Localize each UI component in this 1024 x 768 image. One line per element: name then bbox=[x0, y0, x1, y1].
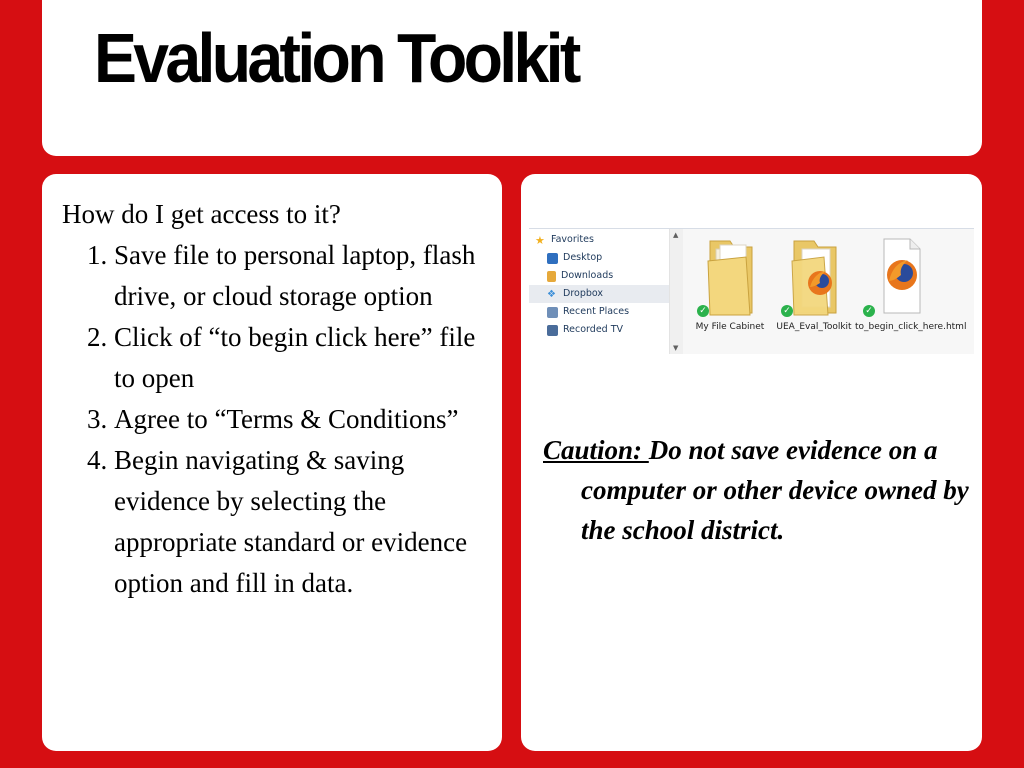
desktop-icon bbox=[547, 253, 558, 264]
step-item: 3. Agree to “Terms & Conditions” bbox=[114, 399, 484, 440]
step-item: 1. Save file to personal laptop, flash drive, or cloud storage option bbox=[114, 235, 484, 317]
caution-note bbox=[543, 430, 1001, 550]
nav-item-recent-places[interactable] bbox=[529, 303, 687, 321]
recorded-tv-icon bbox=[547, 325, 558, 336]
nav-item-desktop[interactable] bbox=[529, 249, 687, 267]
scroll-down-icon[interactable]: ▼ bbox=[673, 344, 679, 352]
step-item: 2. Click of “to begin click here” file to open bbox=[114, 317, 484, 399]
nav-item-label: Desktop bbox=[563, 252, 603, 263]
nav-item-recorded-tv[interactable] bbox=[529, 321, 687, 339]
access-question: How do I get access to it? bbox=[62, 199, 341, 229]
nav-item-favorites[interactable] bbox=[529, 231, 675, 249]
dropbox-icon: ❖ bbox=[547, 288, 556, 300]
navigation-pane bbox=[529, 229, 669, 354]
nav-item-label: Recorded TV bbox=[563, 324, 624, 335]
instructions-panel bbox=[42, 174, 502, 751]
sync-check-icon: ✓ bbox=[781, 305, 793, 317]
navigation-scrollbar[interactable] bbox=[669, 229, 683, 354]
caution-text: Do not save evidence on a computer or other device owned by the school district. bbox=[581, 435, 969, 545]
file-label: UEA_Eval_Toolkit bbox=[776, 322, 852, 332]
file-explorer-screenshot bbox=[529, 228, 974, 354]
sync-check-icon: ✓ bbox=[697, 305, 709, 317]
firefox-file-icon bbox=[870, 231, 930, 321]
recent-places-icon bbox=[547, 307, 558, 318]
file-label: My File Cabinet bbox=[695, 322, 765, 332]
page-title: Evaluation Toolkit bbox=[94, 19, 578, 97]
steps-list bbox=[62, 235, 484, 604]
downloads-icon bbox=[547, 271, 556, 282]
nav-item-label: Downloads bbox=[561, 270, 614, 281]
step-item: 4. Begin navigating & saving evidence by selecting the appropriate standard or evidence option and fill in data. bbox=[114, 440, 484, 604]
title-panel bbox=[42, 0, 982, 156]
nav-item-label: Recent Places bbox=[563, 306, 630, 317]
folder-icon bbox=[700, 231, 760, 321]
file-label: to_begin_click_here.html bbox=[855, 322, 967, 332]
folder-firefox-icon bbox=[784, 231, 844, 321]
nav-item-label: Dropbox bbox=[563, 288, 604, 299]
nav-item-label: Favorites bbox=[551, 234, 594, 245]
screenshot-panel bbox=[521, 174, 982, 751]
nav-item-dropbox[interactable] bbox=[529, 285, 687, 303]
sync-check-icon: ✓ bbox=[863, 305, 875, 317]
star-icon: ★ bbox=[535, 233, 545, 247]
scroll-up-icon[interactable]: ▲ bbox=[673, 231, 679, 239]
caution-label: Caution: bbox=[543, 435, 649, 465]
file-list-pane bbox=[683, 229, 974, 354]
nav-item-downloads[interactable] bbox=[529, 267, 687, 285]
